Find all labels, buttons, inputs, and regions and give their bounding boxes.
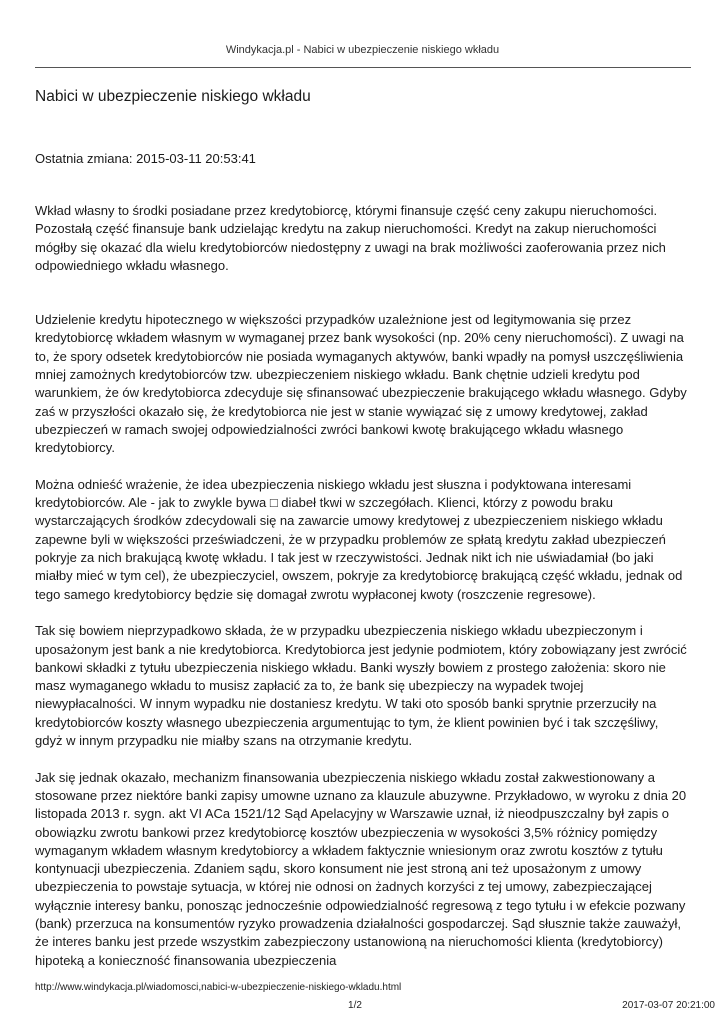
paragraph: Można odnieść wrażenie, że idea ubezpieczenia niskiego wkładu jest słuszna i podyktowana interesami kredytobiorców. Ale - jak to zwykle bywa □ diabeł tkwi w szczegółach. Klienci, którzy z powodu braku wystarczających środków zdecydowali się na zawarcie umowy kredytowej z ubezpieczeniem niskiego wkładu zapewne byli w większości przeświadczeni, że w przypadku problemów ze spłatą kredytu zakład ubezpieczeń pokryje za nich brakującą kwotę wkładu. I tak jest w rzeczywistości. Jednak nikt ich nie uświadamiał (bo jaki miałby mieć w tym cel), że ubezpieczyciel, owszem, pokryje za kredytobiorcę brakującą część wkładu, jednak od tego samego kredytobiorcy będzie się domagał zwrotu wypłaconej kwoty (roszczenie regresowe). <box>35 476 683 602</box>
article <box>35 88 687 988</box>
last-modified: Ostatnia zmiana: 2015-03-11 20:53:41 <box>35 151 256 166</box>
page-number: 1/2 <box>348 1000 362 1011</box>
paragraph: Jak się jednak okazało, mechanizm finansowania ubezpieczenia niskiego wkładu został zakwestionowany a stosowane przez niektóre banki zapisy umowne uznano za klauzule abuzywne. Przykładowo, w wyroku z dnia 20 listopada 2013 r. sygn. akt VI ACa 1521/12 Sąd Apelacyjny w Warszawie uznał, iż nieodpuszczalny był zapis o obowiązku zwrotu bankowi przez kredytobiorcę kosztów ubezpieczenia w wysokości 3,5% różnicy pomiędzy wymaganym wkładem własnym kredytobiorcy a wkładem faktycznie wniesionym oraz zwrotu kosztów z tytułu kontynuacji ubezpieczenia. Zdaniem sądu, skoro konsument nie jest stroną ani też uposażonym z umowy ubezpieczenia to powstaje sytuacja, w której nie odnosi on żadnych korzyści z tej umowy, zabezpieczającej wyłącznie interesy banku, ponosząc jednocześnie odpowiedzialność regresową z tego tytułu i w efekcie pozwany (bank) przerzuca na konsumentów ryzyko prowadzenia działalności gospodarczej. Sąd słusznie także zauważył, że interes banku jest przede wszystkim zabezpieczony ustanowioną na nieruchomości klienta (kredytobiorcy) hipoteką a konieczność finansowania ubezpieczenia <box>35 769 687 968</box>
running-header: Windykacja.pl - Nabici w ubezpieczenie niskiego wkładu <box>225 44 500 56</box>
paragraph: Udzielenie kredytu hipotecznego w większości przypadków uzależnione jest od legitymowania się przez kredytobiorcę wkładem własnym w wymaganej przez bank wysokości (np. 20% ceny nieruchomości). Z uwagi na to, że spory odsetek kredytobiorców nie posiada wymaganych aktywów, banki wpadły na pomysł uszczęśliwienia mniej zamożnych kredytobiorców tzw. ubezpieczeniem niskiego wkładu. Bank chętnie udzieli kredytu pod warunkiem, że ów kredytobiorca zdecyduje się sfinansować ubezpieczenie brakującego wkładu własnego. Gdyby zaś w przyszłości okazało się, że kredytobiorca nie jest w stanie wywiązać się z umowy kredytowej, zakład ubezpieczeń w ramach swojej odpowiedzialności zwróci bankowi kwotę brakującego wkładu własnego kredytobiorcy. <box>35 312 687 456</box>
print-date: 2017-03-07 20:21:00 <box>622 1000 715 1011</box>
footer-url: http://www.windykacja.pl/wiadomosci,nabici-w-ubezpieczenie-niskiego-wkladu.html <box>35 982 402 993</box>
article-title: Nabici w ubezpieczenie niskiego wkładu <box>35 88 311 105</box>
paragraph: Tak się bowiem nieprzypadkowo składa, że w przypadku ubezpieczenia niskiego wkładu ubezpieczonym i uposażonym jest bank a nie kredytobiorca. Kredytobiorca jest jedynie podmiotem, który zobowiązany jest zwrócić bankowi składki z tytułu ubezpieczenia niskiego wkładu. Banki wyszły bowiem z prostego założenia: skoro nie masz wymaganego wkładu to musisz zapłacić za to, że bank się ubezpieczy na wypadek twojej niewypłacalności. W innym wypadku nie dostaniesz kredytu. W taki oto sposób banki sprytnie przerzuciły na kredytobiorców koszty własnego ubezpieczenia argumentując to tym, że klient powinien być i tak szczęśliwy, gdyż w innym przypadku nie miałby szans na otrzymanie kredytu. <box>35 623 687 749</box>
header-divider <box>35 67 691 68</box>
paragraph: Wkład własny to środki posiadane przez kredytobiorcę, którymi finansuje część ceny zakupu nieruchomości. Pozostałą część finansuje bank udzielając kredytu na zakup nieruchomości. Kredyt na zakup nieruchomości mógłby się okazać dla wielu kredytobiorców niedostępny z uwagi na brak możliwości zaoferowania przez nich odpowiedniego wkładu własnego. <box>35 203 666 273</box>
